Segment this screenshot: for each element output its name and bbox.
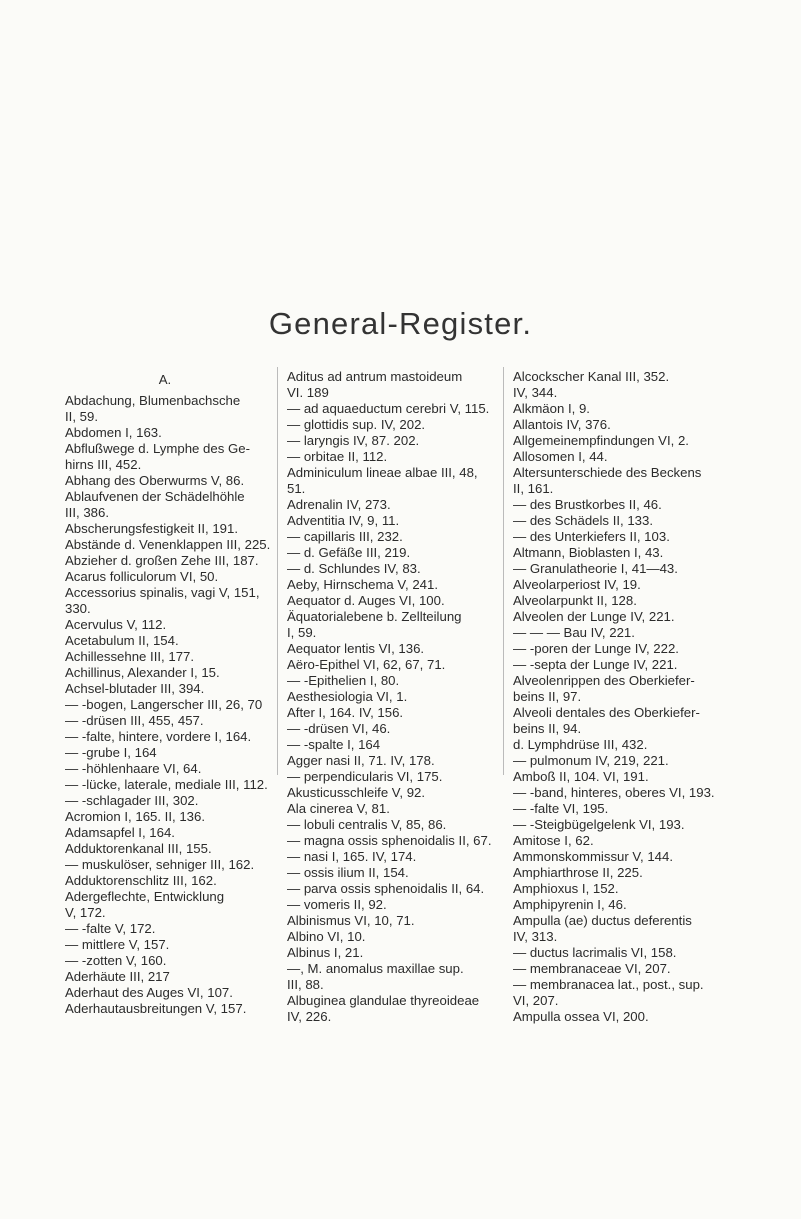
index-line: — des Unterkiefers II, 103. — [513, 529, 670, 544]
index-line: Acetabulum II, 154. — [65, 633, 179, 648]
index-line: — ossis ilium II, 154. — [287, 865, 409, 880]
index-line: — orbitae II, 112. — [287, 449, 388, 464]
index-line: Achillinus, Alexander I, 15. — [65, 665, 220, 680]
index-line: Aequator d. Auges VI, 100. — [287, 593, 445, 608]
index-line: Ampulla (ae) ductus deferentis — [513, 913, 692, 928]
index-line: — ductus lacrimalis VI, 158. — [513, 945, 677, 960]
index-line: Allosomen I, 44. — [513, 449, 608, 464]
index-line: Allantois IV, 376. — [513, 417, 611, 432]
index-line: — membranaceae VI, 207. — [513, 961, 671, 976]
index-line: III, 88. — [287, 977, 324, 992]
index-line: Agger nasi II, 71. IV, 178. — [287, 753, 435, 768]
index-line: Albuginea glandulae thyreoideae — [287, 993, 480, 1008]
index-line: Adventitia IV, 9, 11. — [287, 513, 400, 528]
index-line: Achsel-blutader III, 394. — [65, 681, 205, 696]
index-line: Albinus I, 21. — [287, 945, 364, 960]
index-line: — capillaris III, 232. — [287, 529, 403, 544]
index-line: Aderhaut des Auges VI, 107. — [65, 985, 233, 1000]
index-line: Albinismus VI, 10, 71. — [287, 913, 415, 928]
index-line: — magna ossis sphenoidalis II, 67. — [287, 833, 492, 848]
index-line: — glottidis sup. IV, 202. — [287, 417, 426, 432]
index-line: — vomeris II, 92. — [287, 897, 387, 912]
index-line: — -lücke, laterale, mediale III, 112. — [65, 777, 268, 792]
index-line: — -höhlenhaare VI, 64. — [65, 761, 202, 776]
index-line: — -spalte I, 164 — [287, 737, 381, 752]
index-line: Alveolarpunkt II, 128. — [513, 593, 637, 608]
column-divider — [277, 367, 278, 775]
index-line: Ala cinerea V, 81. — [287, 801, 390, 816]
index-line: — ad aquaeductum cerebri V, 115. — [287, 401, 490, 416]
index-line: — -drüsen III, 455, 457. — [65, 713, 204, 728]
index-line: Akusticusschleife V, 92. — [287, 785, 426, 800]
index-line: Amboß II, 104. VI, 191. — [513, 769, 649, 784]
index-line: — -falte V, 172. — [65, 921, 156, 936]
index-line: Acromion I, 165. II, 136. — [65, 809, 206, 824]
index-line: — — — Bau IV, 221. — [513, 625, 635, 640]
index-line: VI. 189 — [287, 385, 329, 400]
index-line: Achillessehne III, 177. — [65, 649, 195, 664]
index-line: — muskulöser, sehniger III, 162. — [65, 857, 255, 872]
index-line: Alveolenrippen des Oberkiefer- — [513, 673, 695, 688]
index-line: Abzieher d. großen Zehe III, 187. — [65, 553, 259, 568]
index-line: I, 59. — [287, 625, 317, 640]
index-line: Aequator lentis VI, 136. — [287, 641, 425, 656]
index-line: IV, 344. — [513, 385, 558, 400]
index-line: — -schlagader III, 302. — [65, 793, 199, 808]
index-line: — -Epithelien I, 80. — [287, 673, 400, 688]
index-line: IV, 226. — [287, 1009, 332, 1024]
index-column-3 — [513, 369, 713, 1025]
index-line: Adminiculum lineae albae III, 48, — [287, 465, 478, 480]
index-line: Altersunterschiede des Beckens — [513, 465, 702, 480]
index-line: Aditus ad antrum mastoideum — [287, 369, 463, 384]
index-line: Alkmäon I, 9. — [513, 401, 590, 416]
index-line: — d. Schlundes IV, 83. — [287, 561, 421, 576]
index-column-2 — [287, 369, 492, 1025]
index-line: Ablaufvenen der Schädelhöhle — [65, 489, 245, 504]
index-line: Aderhäute III, 217 — [65, 969, 170, 984]
index-line: — -zotten V, 160. — [65, 953, 167, 968]
index-line: Adduktorenschlitz III, 162. — [65, 873, 217, 888]
index-line: 51. — [287, 481, 306, 496]
index-line: — perpendicularis VI, 175. — [287, 769, 443, 784]
index-line: Adergeflechte, Entwicklung — [65, 889, 225, 904]
index-line: — -septa der Lunge IV, 221. — [513, 657, 678, 672]
index-line: Ammonskommissur V, 144. — [513, 849, 674, 864]
index-line: Alveolen der Lunge IV, 221. — [513, 609, 675, 624]
index-line: Amitose I, 62. — [513, 833, 594, 848]
index-line: Abdomen I, 163. — [65, 425, 162, 440]
index-line: — -Steigbügelgelenk VI, 193. — [513, 817, 685, 832]
index-line: — pulmonum IV, 219, 221. — [513, 753, 669, 768]
index-line: Acervulus V, 112. — [65, 617, 167, 632]
index-line: VI, 207. — [513, 993, 559, 1008]
index-line: Abstände d. Venenklappen III, 225. — [65, 537, 271, 552]
index-line: — -falte, hintere, vordere I, 164. — [65, 729, 252, 744]
index-line: Adamsapfel I, 164. — [65, 825, 175, 840]
index-line: — parva ossis sphenoidalis II, 64. — [287, 881, 485, 896]
index-line: — nasi I, 165. IV, 174. — [287, 849, 417, 864]
index-line: II, 161. — [513, 481, 554, 496]
index-line: Aëro-Epithel VI, 62, 67, 71. — [287, 657, 446, 672]
index-line: IV, 313. — [513, 929, 558, 944]
index-line: Albino VI, 10. — [287, 929, 366, 944]
index-line: V, 172. — [65, 905, 106, 920]
index-line: —, M. anomalus maxillae sup. — [287, 961, 464, 976]
index-line: — mittlere V, 157. — [65, 937, 170, 952]
index-line: Abflußwege d. Lymphe des Ge- — [65, 441, 250, 456]
index-line: Adduktorenkanal III, 155. — [65, 841, 212, 856]
index-line: Abdachung, Blumenbachsche — [65, 393, 241, 408]
index-line: Ampulla ossea VI, 200. — [513, 1009, 649, 1024]
index-line: Amphiarthrose II, 225. — [513, 865, 643, 880]
index-column-1 — [65, 372, 271, 1017]
index-line: Abscherungsfestigkeit II, 191. — [65, 521, 239, 536]
section-letter: A. — [158, 372, 172, 387]
index-line: — -falte VI, 195. — [513, 801, 609, 816]
index-line: Altmann, Bioblasten I, 43. — [513, 545, 664, 560]
index-line: Aderhautausbreitungen V, 157. — [65, 1001, 247, 1016]
index-line: — -bogen, Langerscher III, 26, 70 — [65, 697, 263, 712]
index-line: — membranacea lat., post., sup. — [513, 977, 704, 992]
index-line: 330. — [65, 601, 91, 616]
index-line: Accessorius spinalis, vagi V, 151, — [65, 585, 260, 600]
index-line: Aesthesiologia VI, 1. — [287, 689, 408, 704]
index-line: Aeby, Hirnschema V, 241. — [287, 577, 439, 592]
page-title: General-Register. — [268, 306, 533, 341]
index-line: Alveolarperiost IV, 19. — [513, 577, 641, 592]
index-line: Alveoli dentales des Oberkiefer- — [513, 705, 700, 720]
index-line: After I, 164. IV, 156. — [287, 705, 404, 720]
index-line: Acarus folliculorum VI, 50. — [65, 569, 219, 584]
index-line: — -poren der Lunge IV, 222. — [513, 641, 679, 656]
index-line: — -grube I, 164 — [65, 745, 157, 760]
index-line: — des Brustkorbes II, 46. — [513, 497, 662, 512]
index-line: Äquatorialebene b. Zellteilung — [287, 609, 462, 624]
index-line: beins II, 97. — [513, 689, 582, 704]
column-divider — [503, 367, 504, 775]
index-line: Alcockscher Kanal III, 352. — [513, 369, 670, 384]
index-line: II, 59. — [65, 409, 98, 424]
index-line: — Granulatheorie I, 41—43. — [513, 561, 678, 576]
index-line: — des Schädels II, 133. — [513, 513, 654, 528]
index-line: Adrenalin IV, 273. — [287, 497, 391, 512]
index-line: d. Lymphdrüse III, 432. — [513, 737, 648, 752]
index-line: — -band, hinteres, oberes VI, 193. — [513, 785, 715, 800]
index-line: III, 386. — [65, 505, 109, 520]
index-line: Amphioxus I, 152. — [513, 881, 619, 896]
index-line: hirns III, 452. — [65, 457, 142, 472]
index-line: — d. Gefäße III, 219. — [287, 545, 411, 560]
index-line: — -drüsen VI, 46. — [287, 721, 391, 736]
index-line: beins II, 94. — [513, 721, 582, 736]
index-line: — laryngis IV, 87. 202. — [287, 433, 420, 448]
index-line: Amphipyrenin I, 46. — [513, 897, 627, 912]
index-line: — lobuli centralis V, 85, 86. — [287, 817, 447, 832]
index-line: Abhang des Oberwurms V, 86. — [65, 473, 245, 488]
index-line: Allgemeinempfindungen VI, 2. — [513, 433, 689, 448]
